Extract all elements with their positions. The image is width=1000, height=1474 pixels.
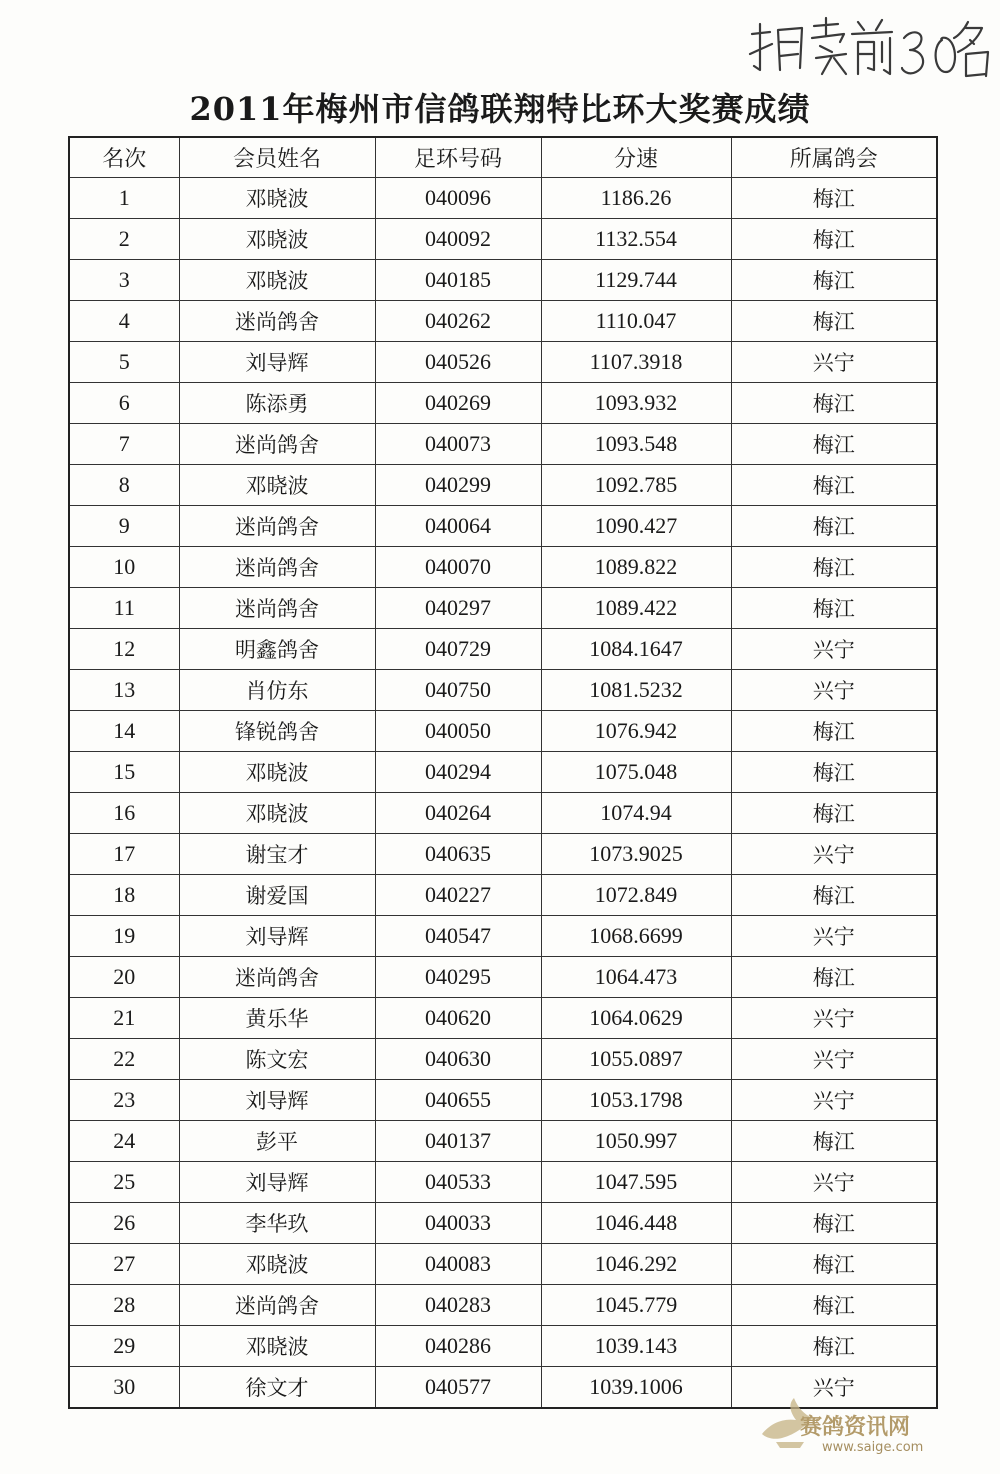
cell-club: 梅江 — [731, 957, 937, 998]
cell-name: 刘导辉 — [179, 342, 375, 383]
cell-name: 邓晓波 — [179, 178, 375, 219]
table-row — [69, 342, 937, 383]
cell-rank: 11 — [69, 588, 179, 629]
cell-name: 陈添勇 — [179, 383, 375, 424]
table-row — [69, 506, 937, 547]
cell-ring: 040297 — [375, 588, 541, 629]
cell-club: 兴宁 — [731, 1080, 937, 1121]
table-row — [69, 834, 937, 875]
cell-name: 迷尚鸽舍 — [179, 547, 375, 588]
cell-ring: 040547 — [375, 916, 541, 957]
cell-name: 邓晓波 — [179, 752, 375, 793]
cell-rank: 9 — [69, 506, 179, 547]
cell-rank: 1 — [69, 178, 179, 219]
cell-club: 兴宁 — [731, 998, 937, 1039]
cell-name: 邓晓波 — [179, 1326, 375, 1367]
cell-rank: 27 — [69, 1244, 179, 1285]
table-row — [69, 1121, 937, 1162]
cell-name: 刘导辉 — [179, 1080, 375, 1121]
cell-club: 兴宁 — [731, 834, 937, 875]
cell-club: 兴宁 — [731, 629, 937, 670]
cell-speed: 1046.448 — [541, 1203, 731, 1244]
cell-name: 李华玖 — [179, 1203, 375, 1244]
table-row — [69, 752, 937, 793]
cell-ring: 040299 — [375, 465, 541, 506]
cell-speed: 1072.849 — [541, 875, 731, 916]
cell-speed: 1039.1006 — [541, 1367, 731, 1409]
cell-name: 邓晓波 — [179, 1244, 375, 1285]
cell-ring: 040294 — [375, 752, 541, 793]
cell-name: 邓晓波 — [179, 793, 375, 834]
table-row — [69, 424, 937, 465]
table-row — [69, 957, 937, 998]
cell-speed: 1089.822 — [541, 547, 731, 588]
table-row — [69, 1162, 937, 1203]
table-row — [69, 588, 937, 629]
column-header-speed: 分速 — [541, 137, 731, 178]
cell-club: 兴宁 — [731, 1039, 937, 1080]
table-row — [69, 301, 937, 342]
cell-speed: 1090.427 — [541, 506, 731, 547]
cell-speed: 1050.997 — [541, 1121, 731, 1162]
table-row — [69, 793, 937, 834]
table-row — [69, 1203, 937, 1244]
cell-speed: 1064.473 — [541, 957, 731, 998]
cell-speed: 1092.785 — [541, 465, 731, 506]
cell-ring: 040070 — [375, 547, 541, 588]
cell-speed: 1046.292 — [541, 1244, 731, 1285]
cell-rank: 14 — [69, 711, 179, 752]
cell-club: 兴宁 — [731, 342, 937, 383]
cell-speed: 1074.94 — [541, 793, 731, 834]
cell-club: 梅江 — [731, 1121, 937, 1162]
column-header-club: 所属鸽会 — [731, 137, 937, 178]
cell-rank: 3 — [69, 260, 179, 301]
cell-ring: 040295 — [375, 957, 541, 998]
table-row — [69, 916, 937, 957]
cell-club: 梅江 — [731, 383, 937, 424]
table-row — [69, 998, 937, 1039]
table-row — [69, 383, 937, 424]
cell-speed: 1186.26 — [541, 178, 731, 219]
cell-club: 梅江 — [731, 711, 937, 752]
cell-speed: 1076.942 — [541, 711, 731, 752]
cell-rank: 2 — [69, 219, 179, 260]
table-header-row — [69, 137, 937, 178]
cell-ring: 040655 — [375, 1080, 541, 1121]
cell-name: 迷尚鸽舍 — [179, 301, 375, 342]
cell-club: 梅江 — [731, 752, 937, 793]
cell-speed: 1093.548 — [541, 424, 731, 465]
cell-speed: 1073.9025 — [541, 834, 731, 875]
table-row — [69, 875, 937, 916]
cell-club: 梅江 — [731, 588, 937, 629]
cell-rank: 6 — [69, 383, 179, 424]
cell-name: 迷尚鸽舍 — [179, 506, 375, 547]
cell-speed: 1132.554 — [541, 219, 731, 260]
cell-club: 梅江 — [731, 506, 937, 547]
cell-speed: 1045.779 — [541, 1285, 731, 1326]
cell-club: 梅江 — [731, 260, 937, 301]
cell-name: 迷尚鸽舍 — [179, 424, 375, 465]
cell-name: 邓晓波 — [179, 260, 375, 301]
cell-speed: 1064.0629 — [541, 998, 731, 1039]
cell-ring: 040092 — [375, 219, 541, 260]
cell-ring: 040533 — [375, 1162, 541, 1203]
cell-ring: 040050 — [375, 711, 541, 752]
cell-club: 梅江 — [731, 547, 937, 588]
cell-rank: 26 — [69, 1203, 179, 1244]
cell-ring: 040630 — [375, 1039, 541, 1080]
cell-name: 彭平 — [179, 1121, 375, 1162]
cell-rank: 24 — [69, 1121, 179, 1162]
table-row — [69, 178, 937, 219]
cell-speed: 1047.595 — [541, 1162, 731, 1203]
cell-club: 兴宁 — [731, 1162, 937, 1203]
table-row — [69, 711, 937, 752]
cell-club: 兴宁 — [731, 916, 937, 957]
cell-speed: 1068.6699 — [541, 916, 731, 957]
results-table — [68, 136, 938, 1409]
table-row — [69, 1244, 937, 1285]
cell-rank: 15 — [69, 752, 179, 793]
cell-name: 刘导辉 — [179, 1162, 375, 1203]
cell-club: 梅江 — [731, 1203, 937, 1244]
column-header-name: 会员姓名 — [179, 137, 375, 178]
table-row — [69, 260, 937, 301]
cell-ring: 040577 — [375, 1367, 541, 1409]
table-row — [69, 547, 937, 588]
cell-speed: 1053.1798 — [541, 1080, 731, 1121]
cell-club: 兴宁 — [731, 1367, 937, 1409]
cell-name: 锋锐鸽舍 — [179, 711, 375, 752]
cell-speed: 1129.744 — [541, 260, 731, 301]
cell-rank: 12 — [69, 629, 179, 670]
cell-speed: 1093.932 — [541, 383, 731, 424]
cell-speed: 1110.047 — [541, 301, 731, 342]
cell-rank: 10 — [69, 547, 179, 588]
cell-rank: 28 — [69, 1285, 179, 1326]
cell-name: 刘导辉 — [179, 916, 375, 957]
cell-ring: 040729 — [375, 629, 541, 670]
cell-ring: 040185 — [375, 260, 541, 301]
cell-rank: 16 — [69, 793, 179, 834]
cell-club: 梅江 — [731, 178, 937, 219]
cell-name: 迷尚鸽舍 — [179, 1285, 375, 1326]
cell-ring: 040096 — [375, 178, 541, 219]
table-row — [69, 1326, 937, 1367]
cell-name: 黄乐华 — [179, 998, 375, 1039]
cell-ring: 040262 — [375, 301, 541, 342]
cell-name: 徐文才 — [179, 1367, 375, 1409]
cell-ring: 040269 — [375, 383, 541, 424]
cell-speed: 1084.1647 — [541, 629, 731, 670]
cell-rank: 4 — [69, 301, 179, 342]
cell-rank: 21 — [69, 998, 179, 1039]
cell-rank: 22 — [69, 1039, 179, 1080]
cell-club: 梅江 — [731, 1244, 937, 1285]
column-header-rank: 名次 — [69, 137, 179, 178]
cell-rank: 29 — [69, 1326, 179, 1367]
cell-club: 梅江 — [731, 465, 937, 506]
cell-rank: 5 — [69, 342, 179, 383]
page-title: 2011年梅州市信鸽联翔特比环大奖赛成绩 — [189, 90, 811, 128]
cell-club: 梅江 — [731, 793, 937, 834]
cell-rank: 20 — [69, 957, 179, 998]
cell-rank: 25 — [69, 1162, 179, 1203]
cell-name: 迷尚鸽舍 — [179, 588, 375, 629]
cell-ring: 040033 — [375, 1203, 541, 1244]
watermark-url: www.saige.com — [822, 1440, 924, 1455]
cell-club: 梅江 — [731, 1326, 937, 1367]
table-body — [69, 178, 937, 1409]
cell-ring: 040283 — [375, 1285, 541, 1326]
handwritten-note-signature — [742, 12, 992, 82]
cell-speed: 1055.0897 — [541, 1039, 731, 1080]
cell-speed: 1081.5232 — [541, 670, 731, 711]
cell-speed: 1039.143 — [541, 1326, 731, 1367]
cell-name: 明鑫鸽舍 — [179, 629, 375, 670]
cell-rank: 7 — [69, 424, 179, 465]
cell-rank: 13 — [69, 670, 179, 711]
table-row — [69, 1285, 937, 1326]
cell-ring: 040264 — [375, 793, 541, 834]
cell-club: 梅江 — [731, 219, 937, 260]
table-row — [69, 465, 937, 506]
cell-club: 梅江 — [731, 1285, 937, 1326]
cell-name: 谢宝才 — [179, 834, 375, 875]
cell-ring: 040064 — [375, 506, 541, 547]
cell-ring: 040526 — [375, 342, 541, 383]
cell-ring: 040137 — [375, 1121, 541, 1162]
cell-name: 邓晓波 — [179, 465, 375, 506]
cell-ring: 040750 — [375, 670, 541, 711]
cell-rank: 19 — [69, 916, 179, 957]
cell-rank: 17 — [69, 834, 179, 875]
column-header-ring: 足环号码 — [375, 137, 541, 178]
cell-club: 梅江 — [731, 301, 937, 342]
cell-name: 谢爱国 — [179, 875, 375, 916]
cell-ring: 040227 — [375, 875, 541, 916]
cell-name: 陈文宏 — [179, 1039, 375, 1080]
cell-club: 梅江 — [731, 875, 937, 916]
cell-ring: 040620 — [375, 998, 541, 1039]
cell-ring: 040083 — [375, 1244, 541, 1285]
cell-speed: 1075.048 — [541, 752, 731, 793]
cell-club: 兴宁 — [731, 670, 937, 711]
table-row — [69, 670, 937, 711]
cell-rank: 23 — [69, 1080, 179, 1121]
cell-club: 梅江 — [731, 424, 937, 465]
cell-rank: 18 — [69, 875, 179, 916]
table-row — [69, 1039, 937, 1080]
cell-rank: 8 — [69, 465, 179, 506]
cell-ring: 040635 — [375, 834, 541, 875]
cell-speed: 1089.422 — [541, 588, 731, 629]
cell-speed: 1107.3918 — [541, 342, 731, 383]
cell-name: 邓晓波 — [179, 219, 375, 260]
table-row — [69, 1080, 937, 1121]
cell-name: 迷尚鸽舍 — [179, 957, 375, 998]
table-row — [69, 629, 937, 670]
table-row — [69, 219, 937, 260]
watermark-site-name: 赛鸽资讯网 — [800, 1415, 911, 1440]
cell-ring: 040073 — [375, 424, 541, 465]
cell-rank: 30 — [69, 1367, 179, 1409]
cell-ring: 040286 — [375, 1326, 541, 1367]
cell-name: 肖仿东 — [179, 670, 375, 711]
